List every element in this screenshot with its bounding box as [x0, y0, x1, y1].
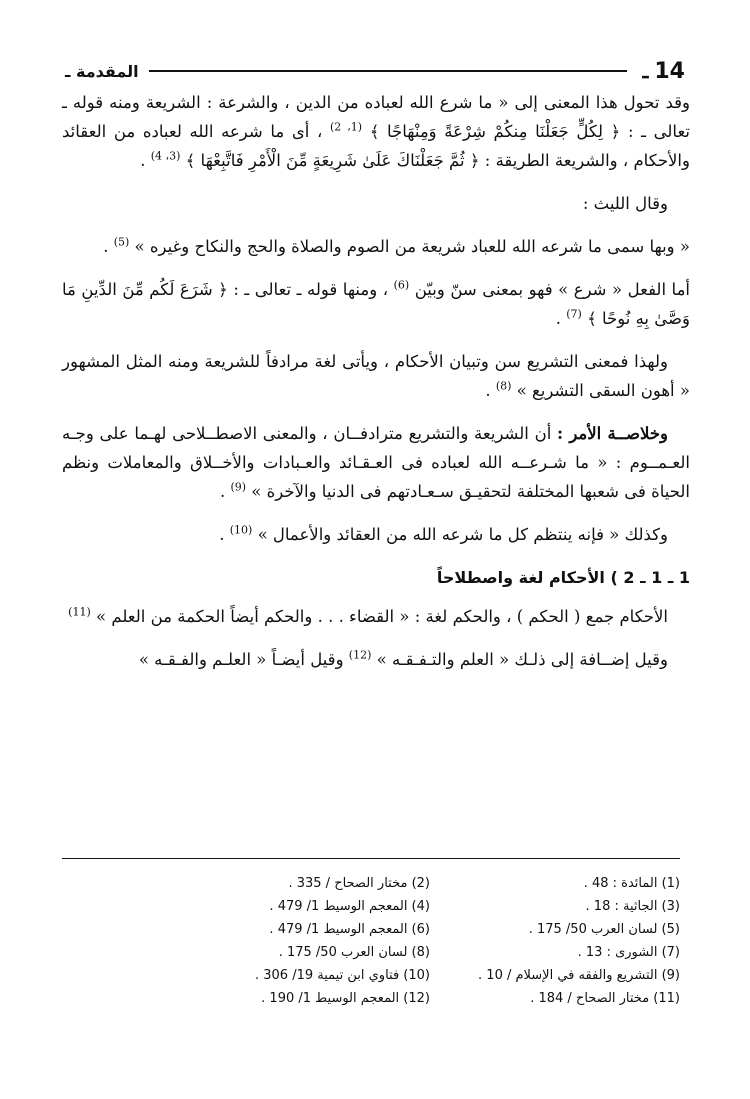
- footnote-ref: (8): [495, 379, 512, 393]
- footnote: (6) المعجم الوسيط 1/ 479 .: [269, 922, 430, 937]
- paragraph-9-text-b: وقيل أيضـاً « العلـم والفـقـه »: [138, 650, 344, 669]
- paragraph-3: [62, 232, 690, 261]
- footnote: (4) المعجم الوسيط 1/ 479 .: [269, 899, 430, 914]
- footnote-ref: (5): [113, 235, 130, 249]
- paragraph-5: [62, 347, 690, 405]
- footnote: (12) المعجم الوسيط 1/ 190 .: [261, 991, 430, 1006]
- footnote-ref: (1، 2): [329, 120, 363, 134]
- paragraph-3-end: .: [103, 237, 109, 256]
- paragraph-7: [62, 520, 690, 549]
- paragraph-7-text: وكذلك « فإنه ينتظم كل ما شرعه الله من العقائد والأعمال »: [257, 525, 668, 544]
- page-number-dash: ـ: [642, 59, 649, 83]
- footnote-ref: (10): [229, 523, 253, 537]
- paragraph-4-text-b: ، ومنها قوله ـ تعالى ـ : ﴿ شَرَعَ لَكُم مِّنَ الدِّينِ مَا وَصَّىٰ بِهِ نُوحًا ﴾: [62, 280, 690, 328]
- footnote-ref: (11): [68, 605, 91, 619]
- paragraph-6: [62, 419, 690, 506]
- footnote: (11) مختار الصحاح / 184 .: [530, 991, 680, 1006]
- footnote-ref: (7): [566, 307, 582, 321]
- paragraph-2-text: وقال الليث :: [582, 194, 668, 213]
- paragraph-1-text-b: ، أى ما شرعه الله لعباده من العقائد والأحكام ، والشريعة الطريقة : ﴿ ثُمَّ جَعَلْنَاكَ عَلَىٰ شَرِيعَةٍ مِّنَ الْأَمْرِ فَاتَّبِعْهَا ﴾: [62, 122, 690, 170]
- footnotes-block: [200, 872, 680, 1010]
- page-header: [65, 56, 685, 86]
- paragraph-8-text: الأحكام جمع ( الحكم ) ، والحكم لغة : « القضاء . . . والحكم أيضاً الحكمة من العلم »: [96, 607, 668, 626]
- footnote: (8) لسان العرب 50/ 175 .: [278, 945, 430, 960]
- section-heading: 1 ـ 1 ـ 2 ) الأحكام لغة واصطلاحاً: [436, 568, 690, 587]
- page-number: 14: [654, 58, 685, 84]
- paragraph-6-end: .: [219, 482, 226, 501]
- footnote: (5) لسان العرب 50/ 175 .: [528, 922, 680, 937]
- paragraph-5-text: ولهذا فمعنى التشريع سن وتبيان الأحكام ، ويأتى لغة مرادفاً للشريعة ومنه المثل المشهور « أهون السقى التشريع »: [62, 352, 690, 400]
- footnote: (10) فتاوي ابن تيمية 19/ 306 .: [254, 968, 430, 983]
- paragraph-5-end: .: [485, 381, 491, 400]
- summary-label: وخلاصــة الأمر :: [557, 424, 668, 443]
- footnote-separator: [62, 858, 680, 859]
- paragraph-6-text: أن الشريعة والتشريع مترادفــان ، والمعنى الاصطــلاحى لهـما على وجـه العـمــوم : « ما شـرعــه الله لعباده فى العـقـائد والعـبادات والأخــلاق والمعاملات ونظم الحياة فى شعبها المختلفة لتحقيـق سـعـادتهم فى الدنيا والآخرة »: [62, 424, 690, 501]
- footnote: (9) التشريع والفقه في الإسلام / 10 .: [478, 968, 680, 983]
- paragraph-1-text: وقد تحول هذا المعنى إلى « ما شرع الله لعباده من الدين ، والشرعة : الشريعة ومنه قوله ـ تعالى ـ : ﴿ لِكُلٍّ جَعَلْنَا مِنكُمْ شِرْعَةً وَمِنْهَاجًا ﴾: [62, 93, 691, 141]
- footnote-ref: (12): [348, 648, 372, 662]
- paragraph-9-text: وقيل إضــافة إلى ذلـك « العلم والتـفـقـه »: [376, 650, 668, 669]
- footnote-ref: (6): [393, 278, 410, 292]
- paragraph-1: [62, 88, 690, 175]
- page-body: [62, 88, 690, 688]
- paragraph-4-text: أما الفعل « شرع » فهو بمعنى سنّ وبيّن: [414, 280, 691, 299]
- paragraph-3-text: « وبها سمى ما شرعه الله للعباد شريعة من الصوم والصلاة والحج والنكاح وغيره »: [134, 237, 690, 256]
- paragraph-4-end: .: [555, 309, 561, 328]
- header-rule: [149, 70, 627, 72]
- footnote: (7) الشورى : 13 .: [577, 945, 680, 960]
- footnote: (3) الجاثية : 18 .: [585, 899, 680, 914]
- paragraph-4: [62, 275, 690, 333]
- paragraph-7-end: .: [219, 525, 225, 544]
- paragraph-2: [62, 189, 690, 218]
- paragraph-9: [62, 645, 690, 674]
- footnote-ref: (3، 4): [150, 149, 181, 163]
- footnote: (1) المائدة : 48 .: [583, 876, 680, 891]
- footnote-ref: (9): [230, 480, 247, 494]
- paragraph-8: [62, 602, 690, 631]
- paragraph-1-end: .: [140, 151, 146, 170]
- running-section-title: المقدمة ـ: [65, 61, 139, 81]
- footnote: (2) مختار الصحاح / 335 .: [288, 876, 430, 891]
